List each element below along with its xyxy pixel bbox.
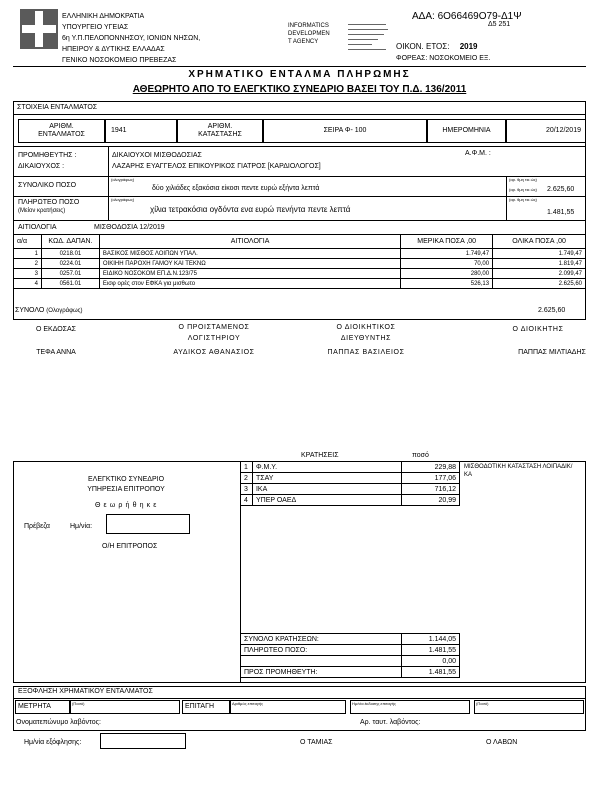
greek-flag-logo bbox=[20, 9, 58, 49]
audit-date-label: Ημ/νία: bbox=[70, 523, 93, 530]
total-label: ΣΥΝΟΛΙΚΟ ΠΟΣΟ bbox=[18, 182, 77, 189]
informatics-line: T AGENCY bbox=[288, 39, 319, 45]
payee-name-label: Ονοματεπώνυμο λαβόντος: bbox=[16, 719, 101, 726]
supplier-name-2: ΛΑΖΑΡΗΣ ΕΥΑΓΓΕΛΟΣ ΕΠΙΚΟΥΡΙΚΟΣ ΓΙΑΤΡΟΣ [ΚΑΡΔΙΟΛΟΓΟΣ] bbox=[112, 163, 321, 170]
expense-desc: ΕΙΔΙΚΟ ΝΟΣΟΚΟΜ ΕΠ.Δ.Ν.123/75 bbox=[99, 269, 400, 279]
supplier-label-line: ΠΡΟΜΗΘΕΥΤΗΣ : bbox=[18, 152, 77, 159]
cash-label-cell bbox=[15, 700, 70, 714]
expenses-table bbox=[13, 234, 586, 289]
receiver: Ο ΛΑΒΩΝ bbox=[486, 739, 518, 746]
informatics-line: INFORMATICS bbox=[288, 23, 329, 29]
table-row bbox=[14, 249, 586, 259]
total-amount-cell: 2.099,47 bbox=[493, 269, 586, 279]
partial-amount: 526,13 bbox=[401, 279, 493, 289]
accounting-role-line: ΛΟΓΙΣΤΗΡΙΟΥ bbox=[187, 335, 241, 342]
totals-row bbox=[241, 656, 460, 667]
expense-code: 0561.01 bbox=[41, 279, 99, 289]
informatics-line: DEVELOPMEN bbox=[288, 31, 330, 37]
expense-code: 0224.01 bbox=[41, 259, 99, 269]
check-label: ΕΠΙΤΑΓΗ bbox=[185, 703, 215, 710]
payable-digits-label: (αρ. θμη τικ ώς) bbox=[509, 197, 537, 202]
total-amount-cell: 1.749,47 bbox=[493, 249, 586, 259]
number-label: ΑΡΙΘΜ. bbox=[49, 123, 74, 130]
accounting-role-line: Ο ΠΡΟΙΣΤΑΜΕΝΟΣ bbox=[178, 324, 250, 331]
col-header: ΜΕΡΙΚΑ ΠΟΣΑ ,00 bbox=[401, 235, 493, 249]
issuer-name: ΤΕΦΑ ΑΝΝΑ bbox=[36, 349, 76, 356]
check-label-cell bbox=[182, 700, 230, 714]
check-date-field[interactable] bbox=[350, 700, 470, 714]
number-label: ΕΝΤΑΛΜΑΤΟΣ bbox=[38, 131, 85, 138]
table-row bbox=[14, 269, 586, 279]
reason-value: ΜΙΣΘΟΔΟΣΙΑ 12/2019 bbox=[94, 224, 165, 231]
org-line: ΗΠΕΙΡΟΥ & ΔΥΤΙΚΗΣ ΕΛΛΑΔΑΣ bbox=[62, 46, 165, 53]
number-cell bbox=[105, 119, 177, 143]
deduction-name: ΥΠΕΡ ΟΑΕΔ bbox=[252, 495, 401, 506]
partial-amount: 1.749,47 bbox=[401, 249, 493, 259]
expense-code: 0257.01 bbox=[41, 269, 99, 279]
supplier-label-line: ΔΙΚΑΙΟΥΧΟΣ : bbox=[18, 163, 65, 170]
deductions-note: ΜΙΣΘΟΔΟΤΙΚΗ ΚΑΤΑΣΤΑΣΗ ΛΟΙΠΑΔΙΚ/ΚΑ bbox=[464, 464, 573, 478]
col-header: ΚΩΔ. ΔΑΠΑΝ. bbox=[41, 235, 99, 249]
series: ΣΕΙΡΑ Φ- 100 bbox=[323, 127, 367, 134]
mandate-date: 20/12/2019 bbox=[545, 127, 581, 134]
payee-id-label: Αρ. ταυτ. λαβόντος: bbox=[360, 719, 421, 726]
expense-code: 0218.01 bbox=[41, 249, 99, 259]
totals-row bbox=[241, 667, 460, 678]
org-line: ΕΛΛΗΝΙΚΗ ΔΗΜΟΚΡΑΤΙΑ bbox=[62, 13, 145, 20]
audit-approved: Θ ε ω ρ ή θ η κ ε bbox=[94, 502, 158, 509]
row-number: 2 bbox=[14, 259, 42, 269]
deduction-row bbox=[241, 495, 460, 506]
director-role: Ο ΔΙΟΙΚΗΤΗΣ bbox=[512, 326, 564, 333]
totals-label: ΣΥΝΟΛΟ ΚΡΑΤΗΣΕΩΝ: bbox=[241, 634, 402, 645]
payable-words-label: (ολογράφως) bbox=[111, 197, 135, 202]
totals-value: 1.481,55 bbox=[402, 667, 460, 678]
issuer-role: Ο ΕΚΔΟΣΑΣ bbox=[35, 326, 77, 333]
org-line: ΥΠΟΥΡΓΕΙΟ ΥΓΕΙΑΣ bbox=[62, 24, 129, 31]
row-number: 4 bbox=[14, 279, 42, 289]
cash-sub-label: (Ποσό) bbox=[72, 701, 85, 706]
deduction-row bbox=[241, 484, 460, 495]
table-row bbox=[14, 259, 586, 269]
totals-value: 0,00 bbox=[402, 656, 460, 667]
payable-label bbox=[18, 199, 79, 215]
fine-print-block bbox=[348, 22, 392, 52]
director-name: ΠΑΠΠΑΣ ΜΙΛΤΙΑΔΗΣ bbox=[518, 349, 586, 356]
check-number-sub: Αριθμός επιταγής bbox=[232, 701, 264, 706]
date-cell bbox=[506, 119, 586, 143]
total-amount: 2.625,60 bbox=[547, 186, 575, 193]
deduction-number: 3 bbox=[241, 484, 253, 495]
row-number: 1 bbox=[14, 249, 42, 259]
col-header: ΟΛΙΚΑ ΠΟΣΑ ,00 bbox=[493, 235, 586, 249]
ada-sub-code: Δ5 251 bbox=[488, 21, 511, 28]
admin-director-name: ΠΑΠΠΑΣ ΒΑΣΙΛΕΙΟΣ bbox=[327, 349, 405, 356]
document-subtitle: ΑΘΕΩΡΗΤΟ ΑΠΟ ΤΟ ΕΛΕΓΚΤΙΚΟ ΣΥΝΕΔΡΙΟ ΒΑΣΕΙ ΤΟΥ Π.Δ. 136/2011 bbox=[132, 84, 467, 95]
date-label: ΗΜΕΡΟΜΗΝΙΑ bbox=[442, 127, 491, 134]
expenses-header-row bbox=[14, 235, 586, 249]
supplier-name-1: ΔΙΚΑΙΟΥΧΟΙ ΜΙΣΘΟΔΟΣΙΑΣ bbox=[112, 152, 202, 159]
deduction-amount: 229,88 bbox=[402, 462, 460, 473]
supplier-label bbox=[18, 150, 76, 172]
total-words-label: (ολογράφως) bbox=[111, 177, 135, 182]
totals-row bbox=[241, 634, 460, 645]
status-label: ΚΑΤΑΣΤΑΣΗΣ bbox=[198, 131, 242, 138]
totals-value: 1.481,55 bbox=[402, 645, 460, 656]
check-amount-field[interactable] bbox=[474, 700, 584, 714]
org-line: 6η Υ.Π.ΠΕΛΟΠΟΝΝΗΣΟΥ, ΙΟΝΙΩΝ ΝΗΣΩΝ, bbox=[62, 35, 201, 42]
total-amount-cell: 2.625,60 bbox=[493, 279, 586, 289]
payable-amount: 1.481,55 bbox=[547, 209, 575, 216]
deductions-table bbox=[240, 461, 460, 506]
deductions-amount-header: ποσό bbox=[412, 452, 429, 459]
cash-label: ΜΕΤΡΗΤΑ bbox=[18, 703, 51, 710]
fiscal-year bbox=[396, 42, 477, 51]
deduction-row bbox=[241, 462, 460, 473]
series-cell bbox=[263, 119, 427, 143]
ada-code: ΑΔΑ: 6Ο66469Ο79-Δ1Ψ bbox=[412, 11, 522, 22]
row-number: 3 bbox=[14, 269, 42, 279]
section-title: ΣΤΟΙΧΕΙΑ ΕΝΤΑΛΜΑΤΟΣ bbox=[17, 104, 98, 111]
org-header bbox=[62, 11, 200, 66]
supplier-info bbox=[112, 150, 321, 172]
col-header: ΑΙΤΙΟΛΟΓΙΑ bbox=[99, 235, 400, 249]
deductions-title: ΚΡΑΤΗΣΕΙΣ bbox=[301, 452, 339, 459]
sum-label-text: ΣΥΝΟΛΟ bbox=[15, 307, 45, 314]
status-label-cell bbox=[177, 119, 263, 143]
total-digits-label: (αρ. θμη τικ ώς) bbox=[509, 177, 537, 182]
check-number-field[interactable] bbox=[230, 700, 346, 714]
date-label-cell bbox=[427, 119, 506, 143]
deduction-name: Φ.Μ.Υ. bbox=[252, 462, 401, 473]
check-amount-sub: (Ποσό) bbox=[476, 701, 489, 706]
accounting-role bbox=[160, 322, 268, 344]
payable-label-line: ΠΛΗΡΩΤΕΟ ΠΟΣΟ bbox=[18, 199, 80, 206]
audit-line: ΕΛΕΓΚΤΙΚΟ ΣΥΝΕΔΡΙΟ bbox=[87, 476, 165, 483]
payment-date-field[interactable] bbox=[100, 733, 186, 749]
fiscal-year-label: ΟΙΚΟΝ. ΕΤΟΣ: bbox=[396, 42, 450, 51]
total-amount-cell: 1.819,47 bbox=[493, 259, 586, 269]
deduction-totals bbox=[240, 633, 460, 678]
table-row bbox=[14, 279, 586, 289]
expense-desc: ΒΑΣΙΚΟΣ ΜΙΣΘΟΣ ΛΟΙΠΩΝ ΥΠΑΛ. bbox=[99, 249, 400, 259]
col-header: α/α bbox=[14, 235, 42, 249]
admin-role-line: ΔΙΕΥΘΥΝΤΗΣ bbox=[340, 335, 392, 342]
cashier: Ο ΤΑΜΙΑΣ bbox=[300, 739, 333, 746]
settlement-title: ΕΞΟΦΛΗΣΗ ΧΡΗΜΑΤΙΚΟΥ ΕΝΤΑΛΜΑΤΟΣ bbox=[18, 688, 153, 695]
sum-sub-label: (Ολογράφως) bbox=[46, 308, 83, 314]
accounting-name: ΑΥΔΙΚΟΣ ΑΘΑΝΑΣΙΟΣ bbox=[173, 349, 255, 356]
totals-label: ΠΡΟΣ ΠΡΟΜΗΘΕΥΤΗ: bbox=[241, 667, 402, 678]
reason-label: ΑΙΤΙΟΛΟΓΙΑ bbox=[18, 224, 57, 231]
sum-label bbox=[15, 307, 83, 314]
agency: ΦΟΡΕΑΣ: ΝΟΣΟΚΟΜΕΙΟ ΕΞ. bbox=[396, 55, 491, 62]
deduction-amount: 177,06 bbox=[402, 473, 460, 484]
informatics-label bbox=[288, 22, 330, 46]
totals-label-empty bbox=[241, 656, 402, 667]
payment-date-label: Ημ/νία εξόφλησης: bbox=[24, 739, 82, 746]
audit-place: Πρέβεζα bbox=[24, 523, 50, 530]
deduction-number: 4 bbox=[241, 495, 253, 506]
afm-label: Α.Φ.Μ. : bbox=[465, 150, 491, 157]
audit-line: ΥΠΗΡΕΣΙΑ ΕΠΙΤΡΟΠΟΥ bbox=[87, 486, 165, 493]
org-line: ΓΕΝΙΚΟ ΝΟΣΟΚΟΜΕΙΟ ΠΡΕΒΕΖΑΣ bbox=[62, 57, 177, 64]
cash-amount-field[interactable] bbox=[70, 700, 180, 714]
admin-director-role bbox=[320, 322, 412, 344]
mandate-number: 1941 bbox=[111, 127, 127, 134]
deduction-number: 1 bbox=[241, 462, 253, 473]
deduction-row bbox=[241, 473, 460, 484]
partial-amount: 280,00 bbox=[401, 269, 493, 279]
deduction-number: 2 bbox=[241, 473, 253, 484]
partial-amount: 70,00 bbox=[401, 259, 493, 269]
expense-desc: Εισφ ορές στον ΕΦΚΑ για μισθωτο bbox=[99, 279, 400, 289]
admin-role-line: Ο ΔΙΟΙΚΗΤΙΚΟΣ bbox=[336, 324, 396, 331]
audit-date-field[interactable] bbox=[106, 514, 190, 534]
deduction-amount: 716,12 bbox=[402, 484, 460, 495]
number-label-cell bbox=[18, 119, 105, 143]
deduction-amount: 20,99 bbox=[402, 495, 460, 506]
payable-in-words: χίλια τετρακόσια ογδόντα ενα ευρώ πενήντα πεντε λεπτά bbox=[150, 205, 351, 214]
totals-row bbox=[241, 645, 460, 656]
sum-value: 2.625,60 bbox=[538, 307, 566, 314]
deduction-name: ΤΣΑΥ bbox=[252, 473, 401, 484]
document-title: ΧΡΗΜΑΤΙΚΟ ΕΝΤΑΛΜΑ ΠΛΗΡΩΜΗΣ bbox=[188, 69, 411, 80]
fiscal-year-value: 2019 bbox=[459, 42, 478, 51]
audit-office bbox=[40, 475, 212, 495]
total-digits-label: (αρ. θμη τικ ώς) bbox=[509, 187, 537, 192]
total-in-words: δύο χιλιάδες εξακόσια είκοσι πεντε ευρώ εξήντα λεπτά bbox=[152, 185, 320, 192]
status-label: ΑΡΙΘΜ. bbox=[207, 123, 233, 130]
totals-label: ΠΛΗΡΩΤΕΟ ΠΟΣΟ: bbox=[241, 645, 402, 656]
check-date-sub: Ημ/νία έκδοσης επιταγής bbox=[352, 701, 396, 706]
deduction-name: ΙΚΑ bbox=[252, 484, 401, 495]
totals-value: 1.144,05 bbox=[402, 634, 460, 645]
expense-desc: ΟΙΚΙΗΗ ΠΑΡΟΧΗ ΓΑΜΟΥ ΚΑΙ ΤΕΚΝΩ bbox=[99, 259, 400, 269]
payable-sub-label: (Μείον κρατήσεις) bbox=[18, 208, 66, 214]
commissioner: Ο/Η ΕΠΙΤΡΟΠΟΣ bbox=[102, 543, 158, 550]
